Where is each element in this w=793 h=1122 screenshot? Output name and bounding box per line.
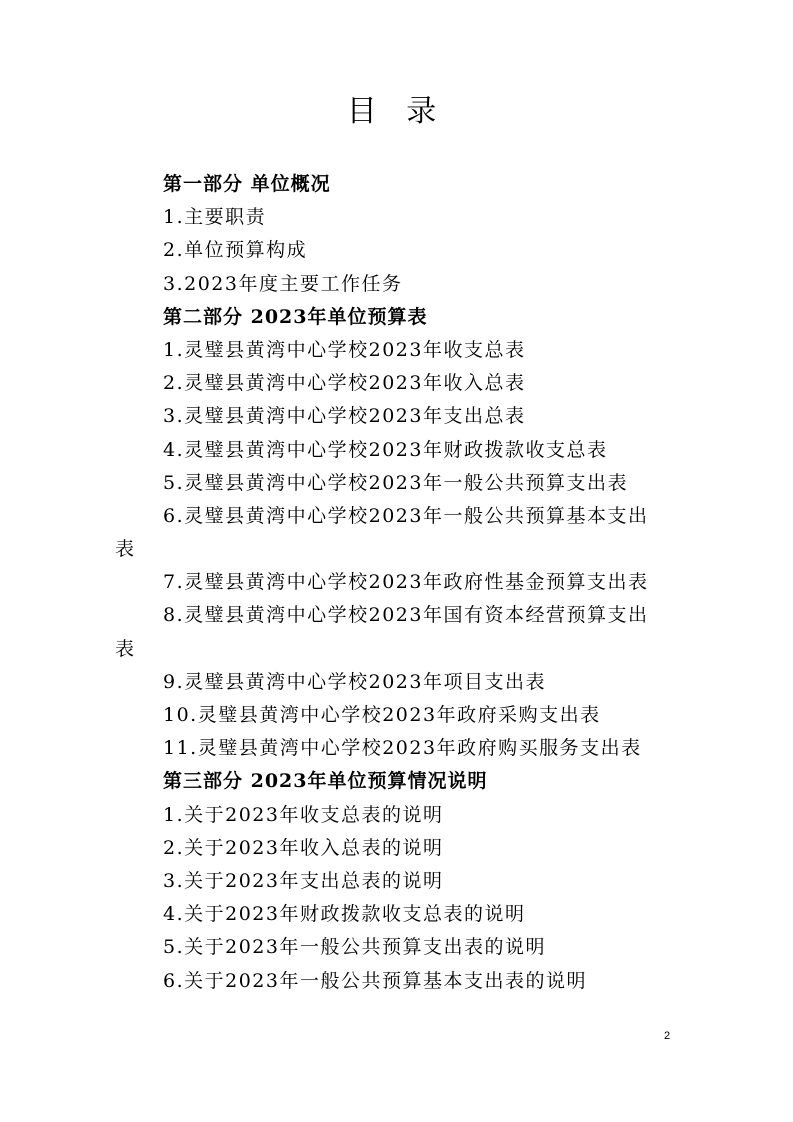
toc-item: 2.灵璧县黄湾中心学校2023年收入总表 bbox=[163, 372, 526, 395]
toc-section-heading: 第三部分 2023年单位预算情况说明 bbox=[163, 770, 488, 793]
toc-section-heading: 第二部分 2023年单位预算表 bbox=[163, 305, 428, 328]
toc-item: 9.灵璧县黄湾中心学校2023年项目支出表 bbox=[163, 670, 546, 693]
page-number: 2 bbox=[664, 1030, 671, 1042]
toc-item: 6.灵璧县黄湾中心学校2023年一般公共预算基本支出 bbox=[163, 504, 649, 527]
toc-item: 10.灵璧县黄湾中心学校2023年政府采购支出表 bbox=[163, 704, 601, 726]
toc-section-heading: 第一部分 单位概况 bbox=[163, 173, 331, 195]
toc-item: 11.灵璧县黄湾中心学校2023年政府购买服务支出表 bbox=[163, 737, 642, 760]
toc-item: 5.关于2023年一般公共预算支出表的说明 bbox=[163, 936, 546, 959]
toc-item: 2.单位预算构成 bbox=[163, 239, 308, 262]
toc-item: 4.灵璧县黄湾中心学校2023年财政拨款收支总表 bbox=[163, 438, 608, 461]
toc-item: 5.灵璧县黄湾中心学校2023年一般公共预算支出表 bbox=[163, 471, 628, 494]
toc-item: 1.关于2023年收支总表的说明 bbox=[163, 803, 444, 826]
toc-item-continuation: 表 bbox=[115, 538, 136, 561]
toc-item: 7.灵璧县黄湾中心学校2023年政府性基金预算支出表 bbox=[163, 571, 649, 594]
toc-item: 1.灵璧县黄湾中心学校2023年收支总表 bbox=[163, 338, 526, 361]
page-title: 目 录 bbox=[346, 94, 447, 129]
toc-item: 8.灵璧县黄湾中心学校2023年国有资本经营预算支出 bbox=[163, 604, 649, 627]
toc-item: 3.灵璧县黄湾中心学校2023年支出总表 bbox=[163, 405, 526, 428]
toc-item: 4.关于2023年财政拨款收支总表的说明 bbox=[163, 903, 526, 926]
toc-item: 6.关于2023年一般公共预算基本支出表的说明 bbox=[163, 969, 587, 992]
toc-item-continuation: 表 bbox=[115, 637, 136, 660]
toc-item: 3.关于2023年支出总表的说明 bbox=[163, 869, 444, 892]
toc-item: 2.关于2023年收入总表的说明 bbox=[163, 836, 444, 859]
toc-item: 3.2023年度主要工作任务 bbox=[163, 272, 403, 295]
table-of-contents bbox=[115, 168, 675, 998]
toc-item: 1.主要职责 bbox=[163, 206, 267, 229]
